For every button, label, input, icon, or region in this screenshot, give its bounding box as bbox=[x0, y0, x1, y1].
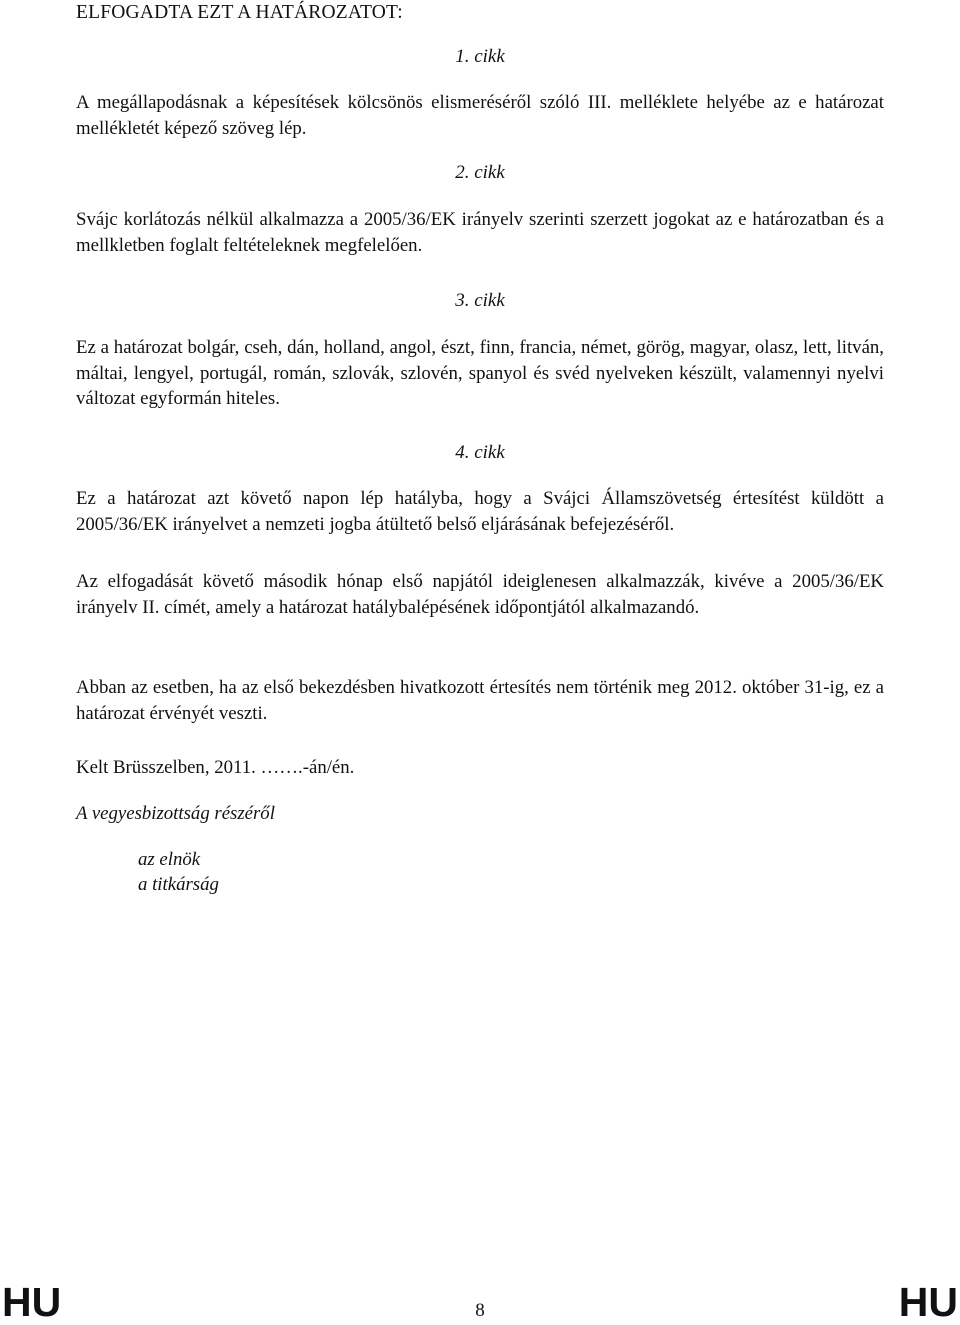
article-3-paragraph: Ez a határozat bolgár, cseh, dán, holland, angol, észt, finn, francia, német, görög, magyar, olasz, lett, litván, máltai, lengyel, portugál, román, szlovák, szlovén, spanyol és svéd nyelveken készült, valamennyi nyelvi változat egyformán hiteles. bbox=[76, 337, 884, 409]
place-and-date: Kelt Brüsszelben, 2011. …….-án/én. bbox=[76, 757, 355, 778]
article-1-title: 1. cikk bbox=[455, 46, 505, 67]
article-2-paragraph: Svájc korlátozás nélkül alkalmazza a 2005/36/EK irányelv szerinti szerzett jogokat az e határozatban és a mellkletben foglalt feltételeknek megfelelően. bbox=[76, 209, 884, 256]
signatory-chair: az elnök bbox=[138, 849, 201, 870]
decision-heading: ELFOGADTA EZT A HATÁROZATOT: bbox=[76, 2, 403, 23]
article-3-title: 3. cikk bbox=[455, 290, 505, 311]
article-2-title: 2. cikk bbox=[455, 162, 505, 183]
footer-language-code-right: HU bbox=[898, 1279, 958, 1325]
page-number: 8 bbox=[475, 1300, 485, 1321]
committee-line: A vegyesbizottság részéről bbox=[76, 803, 275, 824]
footer-language-code-left: HU bbox=[2, 1279, 62, 1325]
article-4-paragraph-2: Az elfogadását követő második hónap első napjától ideiglenesen alkalmazzák, kivéve a 2005/36/EK irányelv II. címét, amely a határozat hatálybalépésének időpontjától alkalmazandó. bbox=[76, 571, 884, 618]
article-4-paragraph-3: Abban az esetben, ha az első bekezdésben hivatkozott értesítés nem történik meg 2012. október 31-ig, ez a határozat érvényét veszti. bbox=[76, 677, 884, 724]
article-1-paragraph: A megállapodásnak a képesítések kölcsönös elismeréséről szóló III. melléklete helyébe az e határozat mellékletét képező szöveg lép. bbox=[76, 92, 884, 139]
signatory-secretariat: a titkárság bbox=[138, 874, 219, 895]
article-4-paragraph-1: Ez a határozat azt követő napon lép hatályba, hogy a Svájci Államszövetség értesítést küldött a 2005/36/EK irányelvet a nemzeti jogba átültető belső eljárásának befejezéséről. bbox=[76, 488, 884, 535]
article-4-title: 4. cikk bbox=[455, 442, 505, 463]
